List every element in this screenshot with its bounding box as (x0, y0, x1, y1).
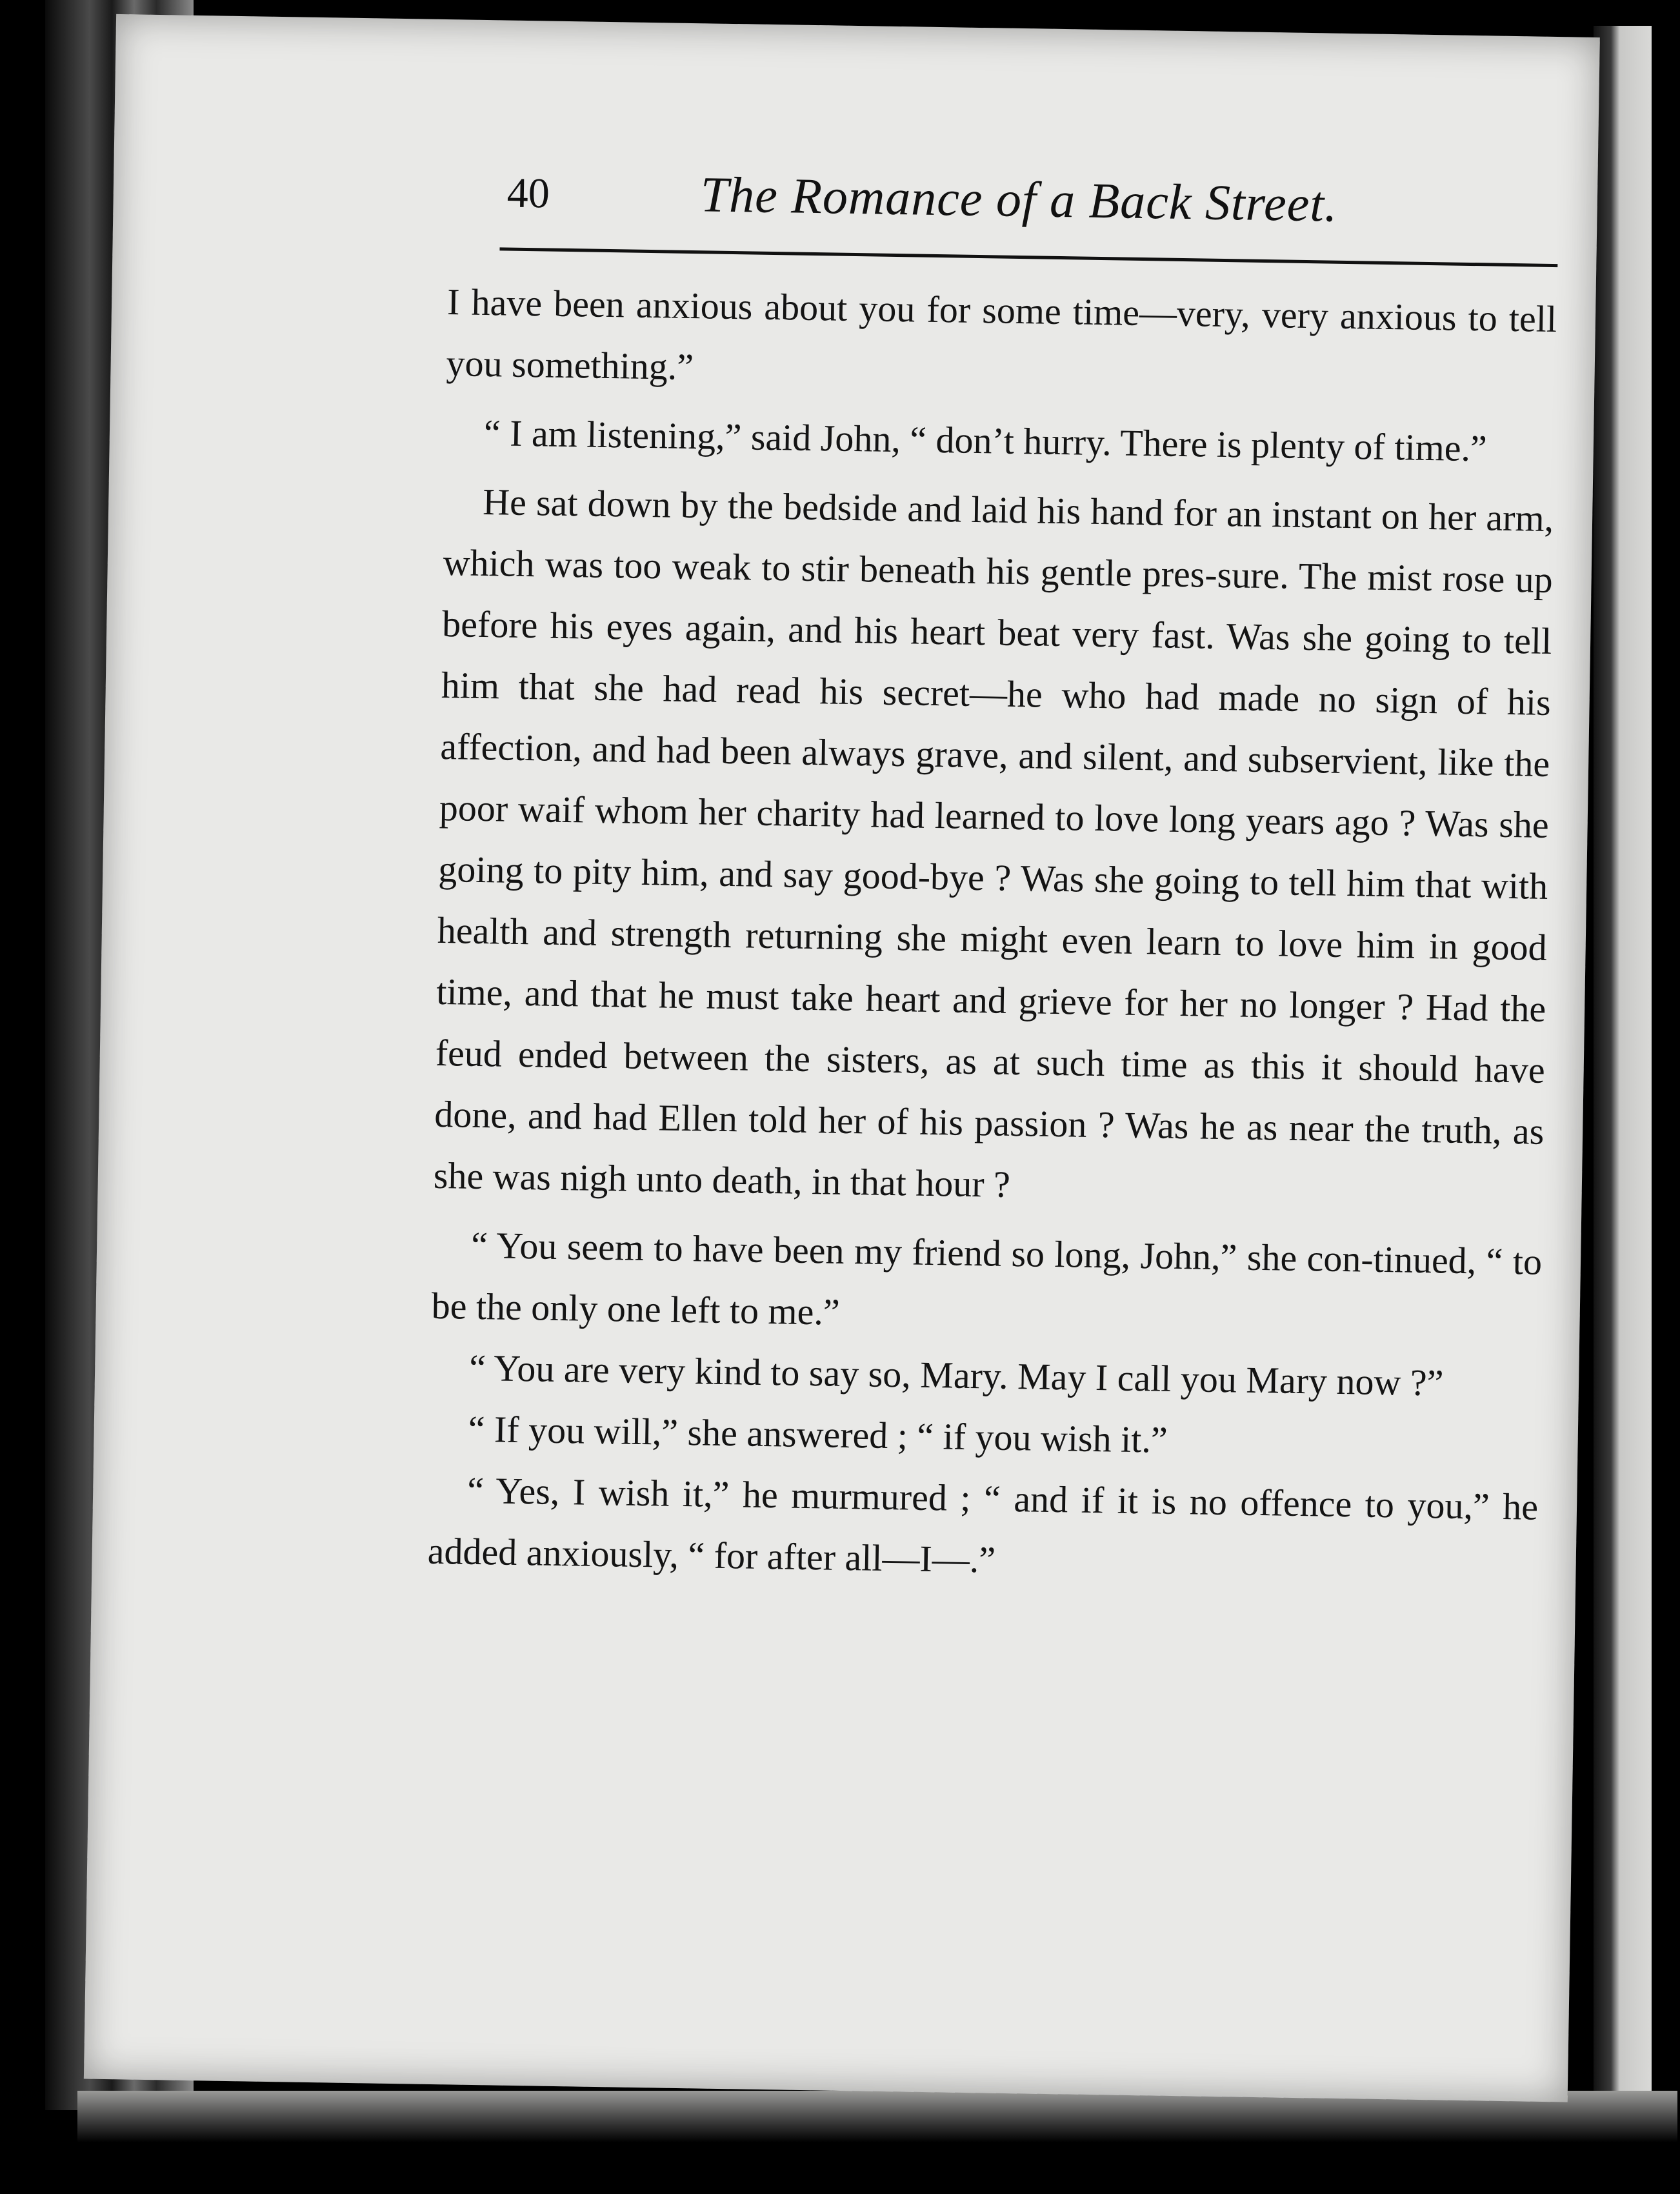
paragraph: I have been anxious about you for some time—very, very anxious to tell you something.” (446, 281, 1557, 388)
running-title: The Romance of a Back Street. (700, 166, 1339, 232)
paragraph: “ If you will,” she answered ; “ if you wish it.” (468, 1407, 1168, 1461)
paragraph: “ You seem to have been my friend so long, John,” she con-tinued, “ to be the only one left to me.” (431, 1223, 1543, 1333)
paragraph: He sat down by the bedside and laid his hand for an instant on her arm, which was too weak to stir beneath his gentle pres-sure. The mist rose up before his eyes again, and his heart beat very fast. Was she going to tell him that she had read his secret—he who had made no sign of his affection, and had been always grave, and silent, and subservient, like the poor waif whom her charity had learned to love long years ago ? Was she going to pity him, and say good-bye ? Was she going to tell him that with health and strength returning she might even learn to love him in good time, and that he must take heart and grieve for her no longer ? Had the feud ended between the sisters, as at such time as this it should have done, and had Ellen told her of his passion ? Was he as near the truth, as she was nigh unto death, in that hour ? (433, 480, 1554, 1205)
paragraph: “ Yes, I wish it,” he murmured ; “ and if it is no offence to you,” he added anxiously, “ for after all—I—.” (427, 1469, 1539, 1581)
paragraph: “ You are very kind to say so, Mary. May I call you Mary now ?” (468, 1346, 1444, 1404)
body-text (427, 271, 1557, 1599)
running-header (390, 161, 1553, 256)
paragraph: “ I am listening,” said John, “ don’t hurry. There is plenty of time.” (483, 411, 1488, 470)
page-number: 40 (506, 169, 550, 217)
facing-page-edge (1594, 26, 1652, 2117)
book-page (84, 14, 1600, 2102)
